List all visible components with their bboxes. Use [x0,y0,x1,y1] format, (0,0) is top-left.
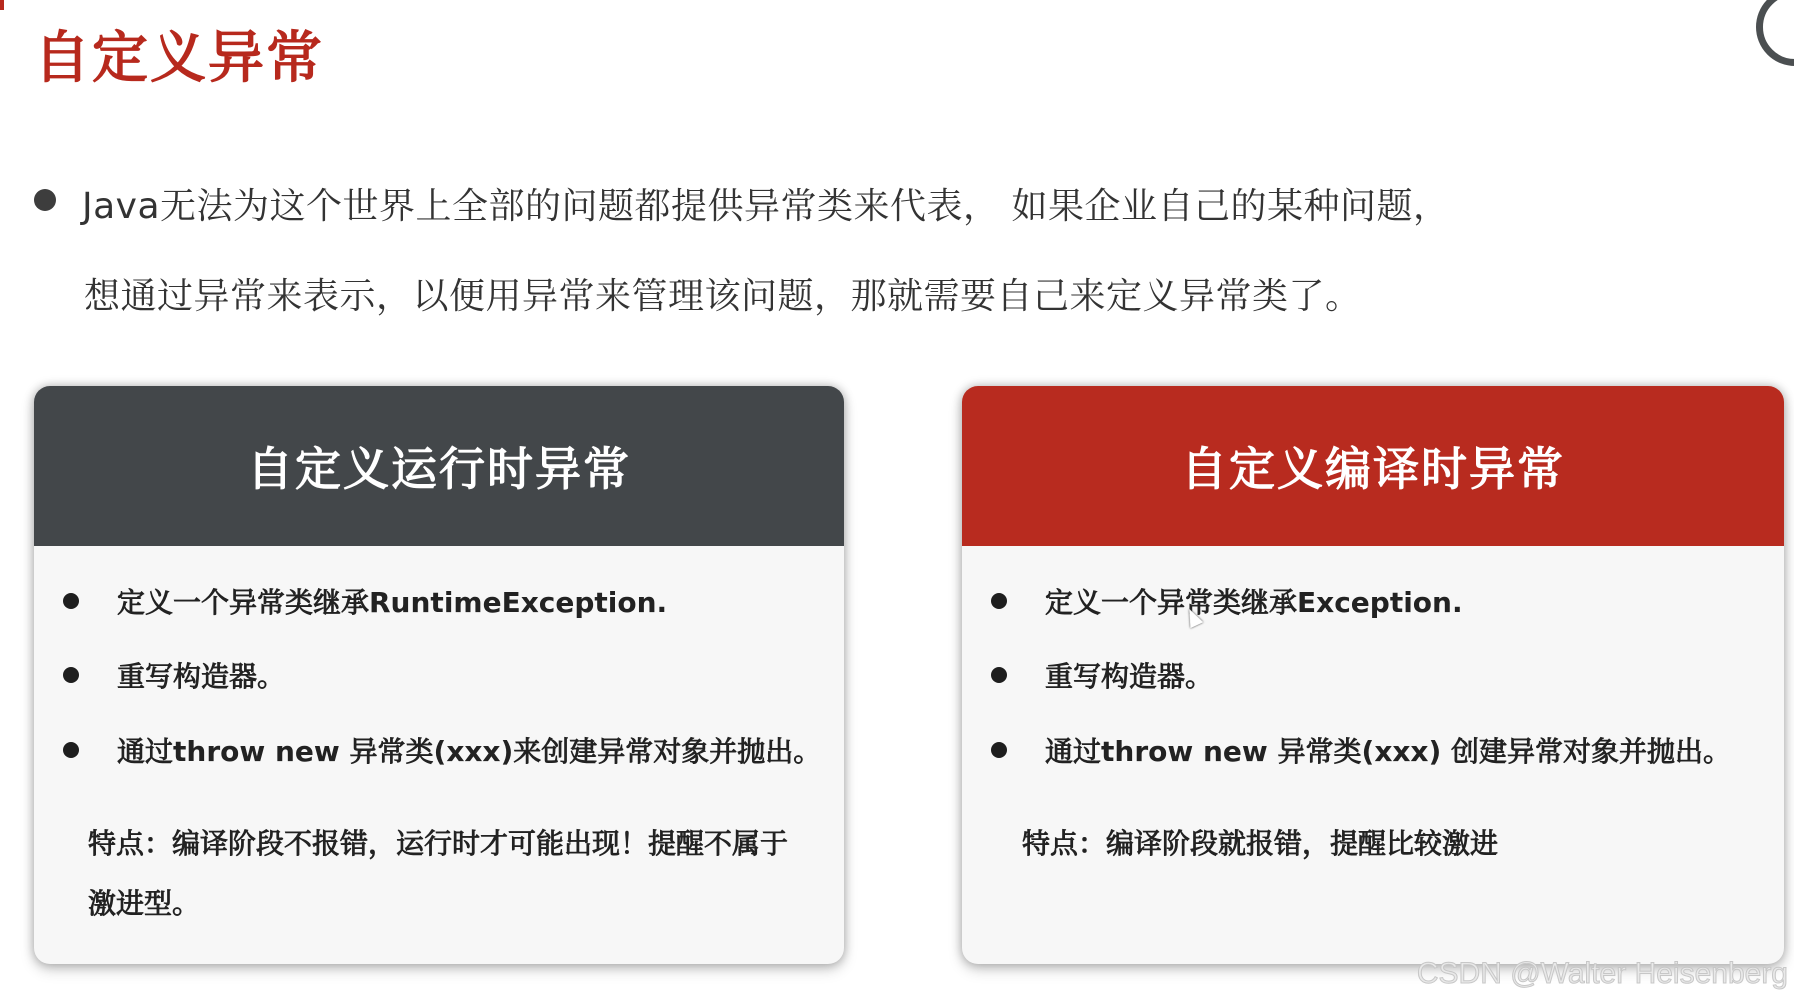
list-item-text: 通过throw new 异常类(xxx) 创建异常对象并抛出。 [1045,735,1732,768]
bullet-icon [63,667,79,683]
bullet-icon [991,593,1007,609]
card-title: 自定义编译时异常 [1181,442,1565,496]
card-title: 自定义运行时异常 [247,442,631,496]
bullet-icon [63,742,79,758]
bullet-icon [34,189,56,211]
corner-ring-icon [1756,0,1794,66]
bullet-icon [991,667,1007,683]
slide-title: 自定义异常 [34,26,324,91]
list-item [962,576,1463,626]
card-header [962,386,1784,546]
bullet-icon [991,742,1007,758]
card-note: 特点：编译阶段不报错，运行时才可能出现！提醒不属于激进型。 [88,827,789,920]
list-item [34,725,821,775]
list-item-text: 定义一个异常类继承RuntimeException. [117,586,668,619]
intro-line-2: 想通过异常来表示，以便用异常来管理该问题，那就需要自己来定义异常类了。 [84,276,1362,317]
intro-line-1: Java无法为这个世界上全部的问题都提供异常类来代表， 如果企业自己的某种问题， [82,186,1450,227]
card-note: 特点：编译阶段就报错，提醒比较激进 [1022,827,1499,860]
list-item [962,650,1213,700]
list-item-text: 重写构造器。 [117,660,286,693]
watermark: CSDN @Walter Heisenberg [1416,957,1788,990]
list-item [34,650,285,700]
list-item-text: 重写构造器。 [1045,660,1214,693]
corner-mark [0,0,4,10]
runtime-exception-card [34,386,844,964]
list-item [34,576,667,626]
list-item [962,725,1731,775]
list-item-text: 定义一个异常类继承Exception. [1045,586,1463,619]
bullet-icon [63,593,79,609]
card-header [34,386,844,546]
checked-exception-card [962,386,1784,964]
list-item-text: 通过throw new 异常类(xxx)来创建异常对象并抛出。 [117,735,822,768]
